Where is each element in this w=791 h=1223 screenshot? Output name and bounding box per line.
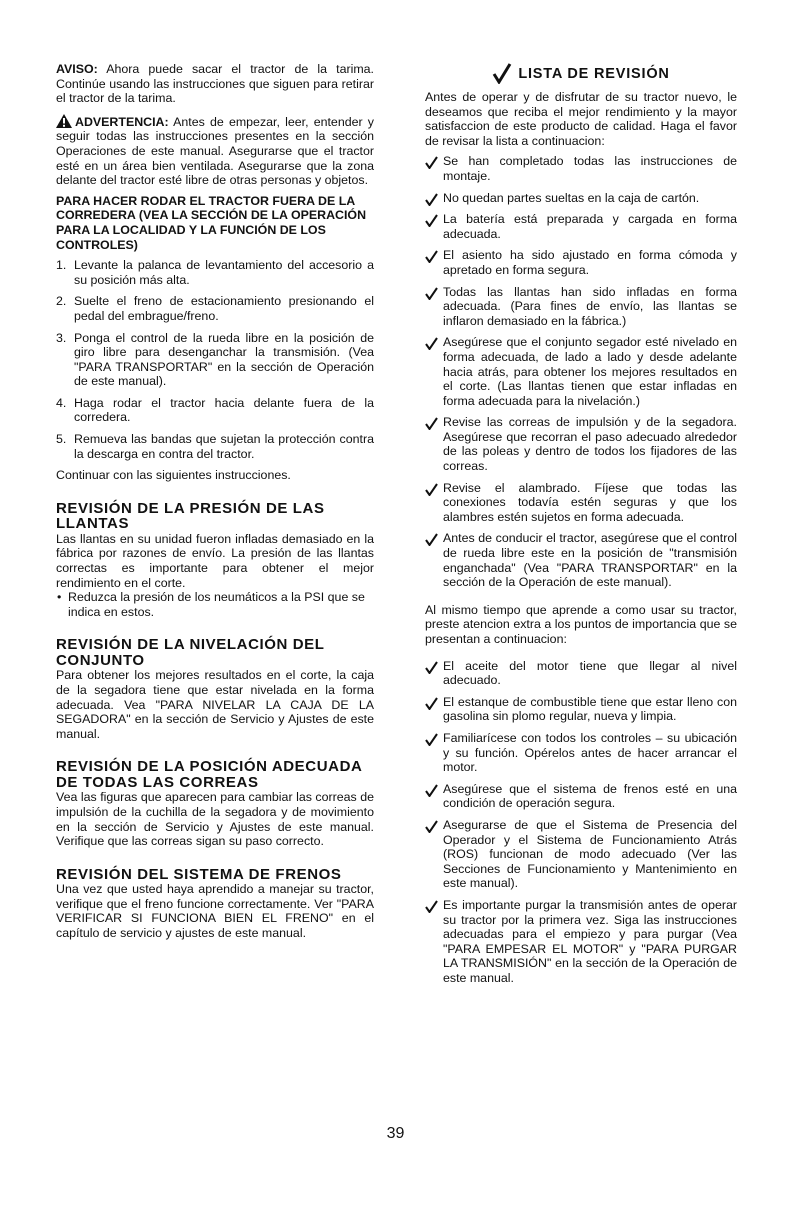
rodar-steps	[56, 258, 374, 461]
step-item	[56, 258, 374, 287]
checklist-item-text: Asegurarse de que el Sistema de Presencia del Operador y el Sistema de Funcionamiento Atrás (ROS) funcionan de modo adecuado (Ver las Secciones de Funcionamiento y Mantenimiento en este manual).	[443, 817, 737, 891]
checklist-item	[425, 212, 737, 241]
checklist-item-text: Todas las llantas han sido infladas en forma adecuada. (Para fines de envío, las llantas se inflaron demasiado en la fábrica.)	[443, 284, 737, 328]
checkmark-icon	[425, 417, 438, 430]
checklist-item	[425, 818, 737, 891]
step-item	[56, 294, 374, 323]
advertencia-label: ADVERTENCIA:	[75, 114, 169, 129]
step-item	[56, 331, 374, 389]
left-column	[56, 62, 374, 941]
lista-title	[425, 62, 737, 84]
checklist-primary	[425, 154, 737, 589]
checklist-item-text: Familiarícese con todos los controles – su ubicación y su función. Opérelos antes de hacer arrancar el motor.	[443, 730, 737, 775]
lista-intro: Antes de operar y de disfrutar de su tractor nuevo, le deseamos que reciba el mejor rendimiento y la mayor satisfaccion de este producto de calidad. Haga el favor de revisar la lista a continuacion:	[425, 90, 737, 148]
step-text: Remueva las bandas que sujetan la protección contra la descarga en contra del tractor.	[74, 432, 374, 461]
nivelacion-body: Para obtener los mejores resultados en el corte, la caja de la segadora tiene que estar nivelada en la forma adecuada. Vea "PARA NIVELAR LA CAJA DE LA SEGADORA" en la sección de Servicio y Ajustes de este manual.	[56, 668, 374, 741]
warning-triangle-icon	[56, 114, 72, 128]
checklist-item-text: El aceite del motor tiene que llegar al nivel adecuado.	[443, 658, 737, 688]
checkmark-icon	[492, 62, 512, 84]
step-number: 3.	[56, 330, 67, 345]
checklist-item-text: Se han completado todas las instrucciones de montaje.	[443, 154, 737, 183]
checklist-item	[425, 285, 737, 329]
presion-body: Las llantas en su unidad fueron infladas demasiado en la fábrica por razones de envío. La presión de las llantas correctas es importante para obtener el mejor rendimiento en el corte.	[56, 531, 374, 590]
continuar-text: Continuar con las siguientes instrucciones.	[56, 468, 291, 483]
presion-bullet	[56, 590, 374, 619]
checklist-item-text: El asiento ha sido ajustado en forma cómoda y apretado en forma segura.	[443, 248, 737, 277]
checklist-item-text: Revise el alambrado. Fíjese que todas las conexiones todavía estén seguras y que los alambres estén sujetos en forma adecuada.	[443, 480, 737, 524]
checkmark-icon	[425, 193, 438, 206]
checkmark-icon	[425, 483, 438, 496]
step-item	[56, 396, 374, 425]
checklist-item-text: La batería está preparada y cargada en forma adecuada.	[443, 212, 737, 241]
checklist-item-text: Antes de conducir el tractor, asegúrese que el control de rueda libre este en la posición de "transmisión enganchada" (Vea "PARA TRANSPORTAR" en la sección de la Operación de este manual).	[443, 531, 737, 590]
frenos-heading: REVISIÓN DEL SISTEMA DE FRENOS	[56, 865, 342, 883]
checklist-item-text: Asegúrese que el conjunto segador esté nivelado en forma adecuada, de lado a lado y desde adelante hacia atrás, para obtener los mejores resultados en el corte. (Las llantas tienen que estar infladas en forma adecuada para la nivelación.)	[443, 335, 737, 408]
checklist-item-text: Asegúrese que el sistema de frenos esté en una condición de operación segura.	[443, 781, 737, 811]
checklist-item	[425, 154, 737, 183]
step-text: Levante la palanca de levantamiento del accesorio a su posición más alta.	[74, 258, 374, 287]
step-text: Haga rodar el tractor hacia delante fuera de la corredera.	[74, 395, 374, 425]
checkmark-icon	[425, 156, 438, 169]
correas-body: Vea las figuras que aparecen para cambiar las correas de impulsión de la cuchilla de la segadora y de movimiento en la sección de Servicio y Ajustes de este manual. Verifique que las correas sigan su paso correcto.	[56, 790, 374, 849]
checklist-item	[425, 695, 737, 724]
mid-paragraph: Al mismo tiempo que aprende a como usar su tractor, preste atencion extra a los puntos de importancia que se presentan a continuacion:	[425, 602, 737, 646]
aviso-text: Ahora puede sacar el tractor de la tarima. Continúe usando las instrucciones que siguen para retirar el tractor de la tarima.	[56, 62, 374, 106]
frenos-body: Una vez que usted haya aprendido a manejar su tractor, verifique que el freno funcione correctamente. Ver "PARA VERIFICAR SI FUNCIONA BIEN EL FRENO" en el capítulo de servicio y ajustes de este manual.	[56, 882, 374, 941]
step-number: 1.	[56, 258, 67, 273]
step-number: 5.	[56, 432, 67, 447]
aviso-paragraph	[56, 62, 374, 106]
correas-heading: REVISIÓN DE LA POSICIÓN ADECUADA DE TODAS LAS CORREAS	[56, 758, 362, 791]
checklist-item	[425, 415, 737, 473]
checklist-item	[425, 531, 737, 589]
advertencia-paragraph	[56, 114, 374, 188]
rodar-heading: PARA HACER RODAR EL TRACTOR FUERA DE LA CORREDERA (VEA LA SECCIÓN DE LA OPERACIÓN PARA LA LOCALIDAD Y LA FUNCIÓN DE LOS CONTROLES)	[56, 193, 367, 252]
checklist-item	[425, 731, 737, 775]
checkmark-icon	[425, 661, 438, 674]
checklist-item	[425, 898, 737, 986]
aviso-label: AVISO:	[56, 62, 98, 76]
checkmark-icon	[425, 733, 438, 746]
lista-title-text: LISTA DE REVISIÓN	[518, 66, 670, 82]
step-text: Ponga el control de la rueda libre en la posición de giro libre para desenganchar la transmisión. (Vea "PARA TRANSPORTAR" en la sección de Operación de este manual).	[74, 330, 374, 389]
checkmark-icon	[425, 900, 438, 913]
step-number: 2.	[56, 294, 67, 309]
bullet-text: Reduzca la presión de los neumáticos a la PSI que se indica en estos.	[68, 590, 365, 619]
checkmark-icon	[425, 250, 438, 263]
bullet-dot: •	[57, 590, 62, 605]
checklist-item-text: Revise las correas de impulsión y de la segadora. Asegúrese que recorran el paso adecuado alrededor de las poleas y dentro de todos los fijadores de las correas.	[443, 415, 737, 474]
checklist-item	[425, 659, 737, 688]
checklist-secondary	[425, 659, 737, 986]
nivelacion-heading: REVISIÓN DE LA NIVELACIÓN DEL CONJUNTO	[56, 636, 325, 669]
checklist-item	[425, 191, 737, 206]
step-text: Suelte el freno de estacionamiento presionando el pedal del embrague/freno.	[74, 294, 374, 323]
right-column	[425, 62, 737, 992]
checkmark-icon	[425, 697, 438, 710]
checkmark-icon	[425, 214, 438, 227]
step-item	[56, 432, 374, 461]
checklist-item	[425, 782, 737, 811]
checkmark-icon	[425, 287, 438, 300]
page-number: 39	[386, 1125, 405, 1142]
checkmark-icon	[425, 337, 438, 350]
checklist-item-text: El estanque de combustible tiene que estar lleno con gasolina sin plomo regular, nueva y limpia.	[443, 694, 737, 724]
checkmark-icon	[425, 784, 438, 797]
checklist-item	[425, 335, 737, 408]
checkmark-icon	[425, 820, 438, 833]
checklist-item-text: Es importante purgar la transmisión antes de operar su tractor por la primera vez. Siga las instrucciones adecuadas para el empiezo y para purgar (Vea "PARA EMPESAR EL MOTOR" y "PARA PURGAR LA TRANSMISIÓN" en la sección de la Operación de este manual.	[443, 897, 737, 985]
checklist-item-text: No quedan partes sueltas en la caja de cartón.	[443, 190, 700, 205]
checkmark-icon	[425, 533, 438, 546]
advertencia-text: Antes de empezar, leer, entender y seguir todas las instrucciones presentes en la sección Operaciones de este manual. Asegurarse que el tractor esté en un área bien ventilada. Asegurarse que la zona delante del tractor esté libre de otras personas y objetos.	[56, 114, 374, 188]
checklist-item	[425, 481, 737, 525]
checklist-item	[425, 248, 737, 277]
presion-heading: REVISIÓN DE LA PRESIÓN DE LAS LLANTAS	[56, 499, 325, 533]
step-number: 4.	[56, 395, 67, 410]
